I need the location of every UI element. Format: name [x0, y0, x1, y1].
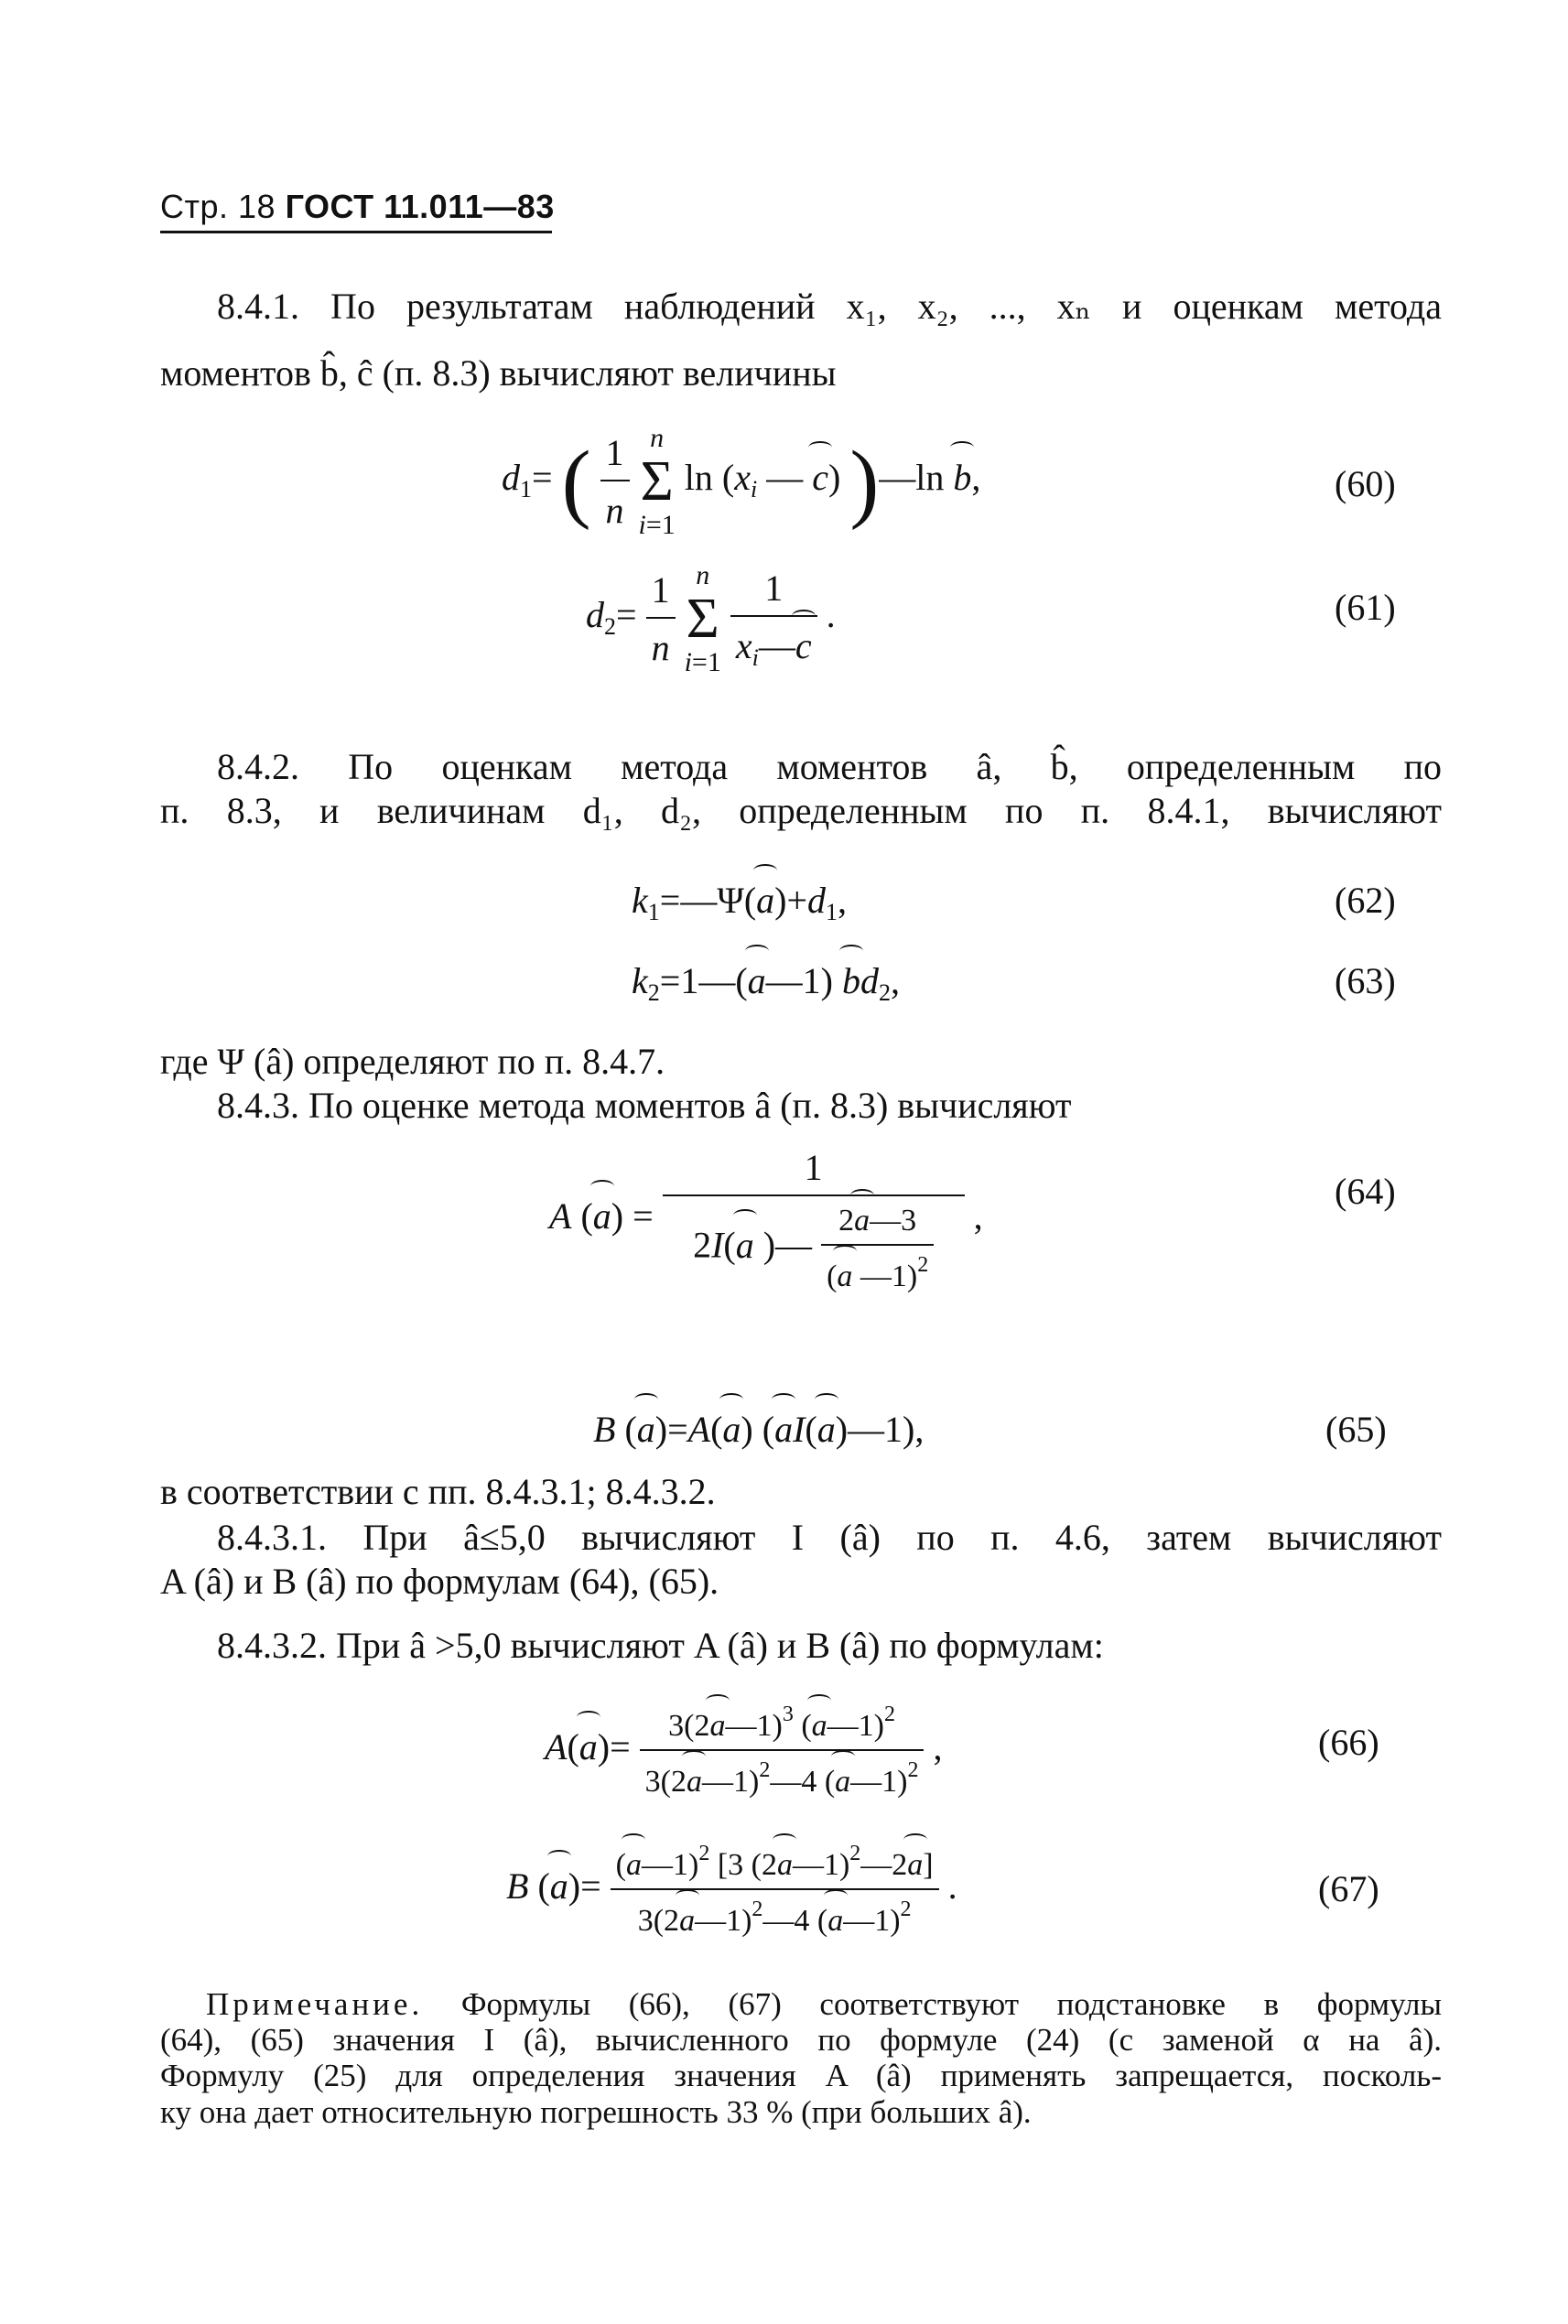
note-line2: (64), (65) значения I (â), вычисленного по формуле (24) (с заменой α на â). — [160, 2022, 1442, 2059]
formula-60: $d_1=$ ( $\frac{1}{n}$ n Σ i=1 $\ln (x_i$ — c) )—ln b, — [502, 423, 981, 540]
p841-line2: моментов b̂, ĉ (п. 8.3) вычисляют величины — [160, 352, 837, 394]
formula-61-number: (61) — [1335, 587, 1396, 628]
formula-67: B (a)= $\frac{(a—1)^2 [3 (2a—1)^2—2a]}{3(2a—1)^2—4 (a—1)^2}$ . — [506, 1842, 957, 1938]
p8431-line1: 8.4.3.1. При â≤5,0 вычисляют I (â) по п. 4.6, затем вычисляют — [217, 1517, 1442, 1558]
formula-62: $k_1=—\Psi(a)+d_1$, — [632, 880, 848, 925]
p842-line2: п. 8.3, и величинам d₁, d₂, определенным по п. 8.4.1, вычисляют — [160, 790, 1442, 831]
page-header — [160, 188, 555, 226]
formula-64: A (a) = 1 2I(a )— $\frac{2a—3}{(a —1)^2}$ , — [549, 1147, 983, 1293]
p842-line1: 8.4.2. По оценкам метода моментов â, b̂, определенным по — [217, 746, 1442, 787]
p8432-line1: 8.4.3.2. При â >5,0 вычисляют A (â) и B (â) по формулам: — [217, 1625, 1104, 1666]
formula-66: A(a)= $\frac{3(2a—1)^3 (a—1)^2}{3(2a—1)^2—4 (a—1)^2}$ , — [545, 1702, 943, 1799]
formula-65: B (a)=A(a) (aI(a)—1), — [593, 1409, 925, 1450]
formula-66-number: (66) — [1318, 1722, 1379, 1763]
page-label: Стр. 18 — [160, 188, 276, 225]
p843-after: в соответствии с пп. 8.4.3.1; 8.4.3.2. — [160, 1471, 716, 1512]
formula-67-number: (67) — [1318, 1868, 1379, 1909]
p8431-line2: A (â) и B (â) по формулам (64), (65). — [160, 1561, 719, 1602]
note-line4: ку она дает относительную погрешность 33 % (при больших â). — [160, 2093, 1032, 2130]
p841-line1: 8.4.1. По результатам наблюдений x₁, x₂, ..., xₙ и оценкам метода — [217, 286, 1442, 327]
note-line1: Формулы (66), (67) соответствуют подстановке в формулы — [460, 1986, 1443, 2022]
formula-62-number: (62) — [1335, 880, 1396, 921]
formula-63-number: (63) — [1335, 960, 1396, 1001]
formula-60-number: (60) — [1335, 463, 1396, 504]
p843-line1: 8.4.3. По оценке метода моментов â (п. 8.3) вычисляют — [217, 1085, 1072, 1126]
p842-after: где Ψ (â) определяют по п. 8.4.7. — [160, 1041, 665, 1082]
note-block — [160, 1986, 1442, 2130]
header-rule — [160, 231, 552, 233]
formula-64-number: (64) — [1335, 1171, 1396, 1212]
note-line3: Формулу (25) для определения значения A (â) применять запрещается, посколь- — [160, 2058, 1442, 2094]
formula-63: $k_2=1—(a—1)$ $bd_2$, — [632, 960, 900, 1006]
standard-number: ГОСТ 11.011—83 — [285, 188, 555, 225]
formula-61: $d_2=$ $\frac{1}{n}$ n Σ i=1 $\frac{1}{x_i—c}$ . — [586, 560, 836, 677]
note-label: Примечание. — [206, 1986, 424, 2022]
formula-65-number: (65) — [1325, 1409, 1387, 1450]
